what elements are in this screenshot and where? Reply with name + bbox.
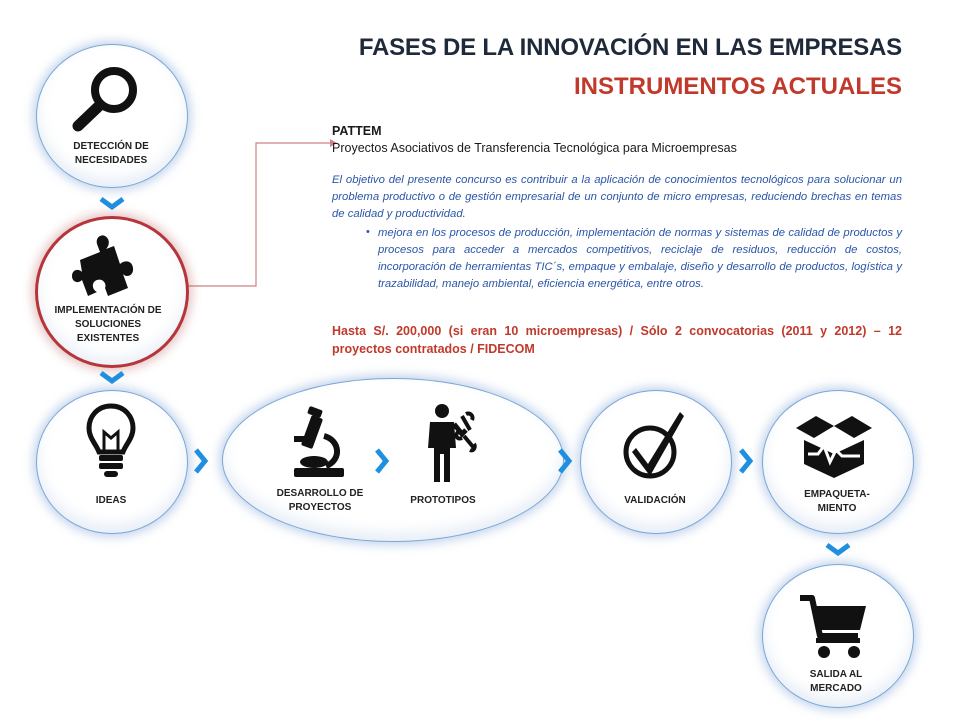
program-funding: Hasta S/. 200,000 (si eran 10 microempresas) / Sólo 2 convocatorias (2011 y 2012) – 12 proyectos contratados / FIDECOM — [332, 324, 902, 356]
chevron-right-icon — [193, 447, 209, 475]
program-bullet: mejora en los procesos de producción, implementación de normas y sistemas de calidad de productos y procesos para acceder a mercados competitivos, reciclaje de residuos, reducción de costos, incorporación de herramientas TIC´s, empaque y embalaje, diseño y desarrollo de productos, logística y trazabilidad, manejo ambiental, eficiencia energética, entre otros. — [378, 227, 902, 290]
shopping-cart-icon — [798, 592, 870, 662]
chevron-down-icon — [824, 542, 852, 556]
chevron-right-icon — [374, 447, 390, 475]
phase-implementacion-label: IMPLEMENTACIÓN DE SOLUCIONES EXISTENTES — [54, 305, 162, 344]
phase-desarrollo-prototipos-ellipse — [222, 378, 564, 542]
lightbulb-icon — [86, 402, 136, 480]
microscope-icon — [290, 406, 350, 480]
phase-empaquetamiento-label: EMPAQUETA- MIENTO — [804, 489, 870, 514]
phase-salida-label: SALIDA AL MERCADO — [809, 669, 863, 694]
phase-validacion-label: VALIDACIÓN — [624, 495, 686, 506]
open-box-icon — [794, 410, 874, 480]
chevron-right-icon — [557, 447, 573, 475]
puzzle-icon — [70, 230, 146, 302]
connector-arrow — [180, 135, 340, 295]
page-subtitle: INSTRUMENTOS ACTUALES — [573, 73, 902, 100]
worker-wrench-icon — [418, 402, 480, 484]
phase-deteccion-label: DETECCIÓN DE NECESIDADES — [73, 141, 149, 166]
page-title: FASES DE LA INNOVACIÓN EN LAS EMPRESAS — [358, 34, 902, 61]
chevron-right-icon — [738, 447, 754, 475]
chevron-down-icon — [98, 370, 126, 384]
program-objective: El objetivo del presente concurso es contribuir a la aplicación de conocimientos tecnológicos para solucionar un problema productivo o de gestión empresarial de un conjunto de micro empresas, reduciendo brechas en temas de calidad y productividad. — [332, 174, 902, 220]
program-full-name: Proyectos Asociativos de Transferencia Tecnológica para Microempresas — [332, 141, 737, 155]
chevron-down-icon — [98, 196, 126, 210]
phase-ideas-label: IDEAS — [95, 495, 127, 506]
phase-prototipos-label: PROTOTIPOS — [410, 495, 476, 506]
checkmark-icon — [622, 406, 688, 480]
bullet-marker: • — [366, 226, 370, 238]
program-name: PATTEM — [332, 124, 382, 138]
magnifier-icon — [70, 62, 144, 134]
phase-desarrollo-label: DESARROLLO DE PROYECTOS — [276, 488, 364, 513]
